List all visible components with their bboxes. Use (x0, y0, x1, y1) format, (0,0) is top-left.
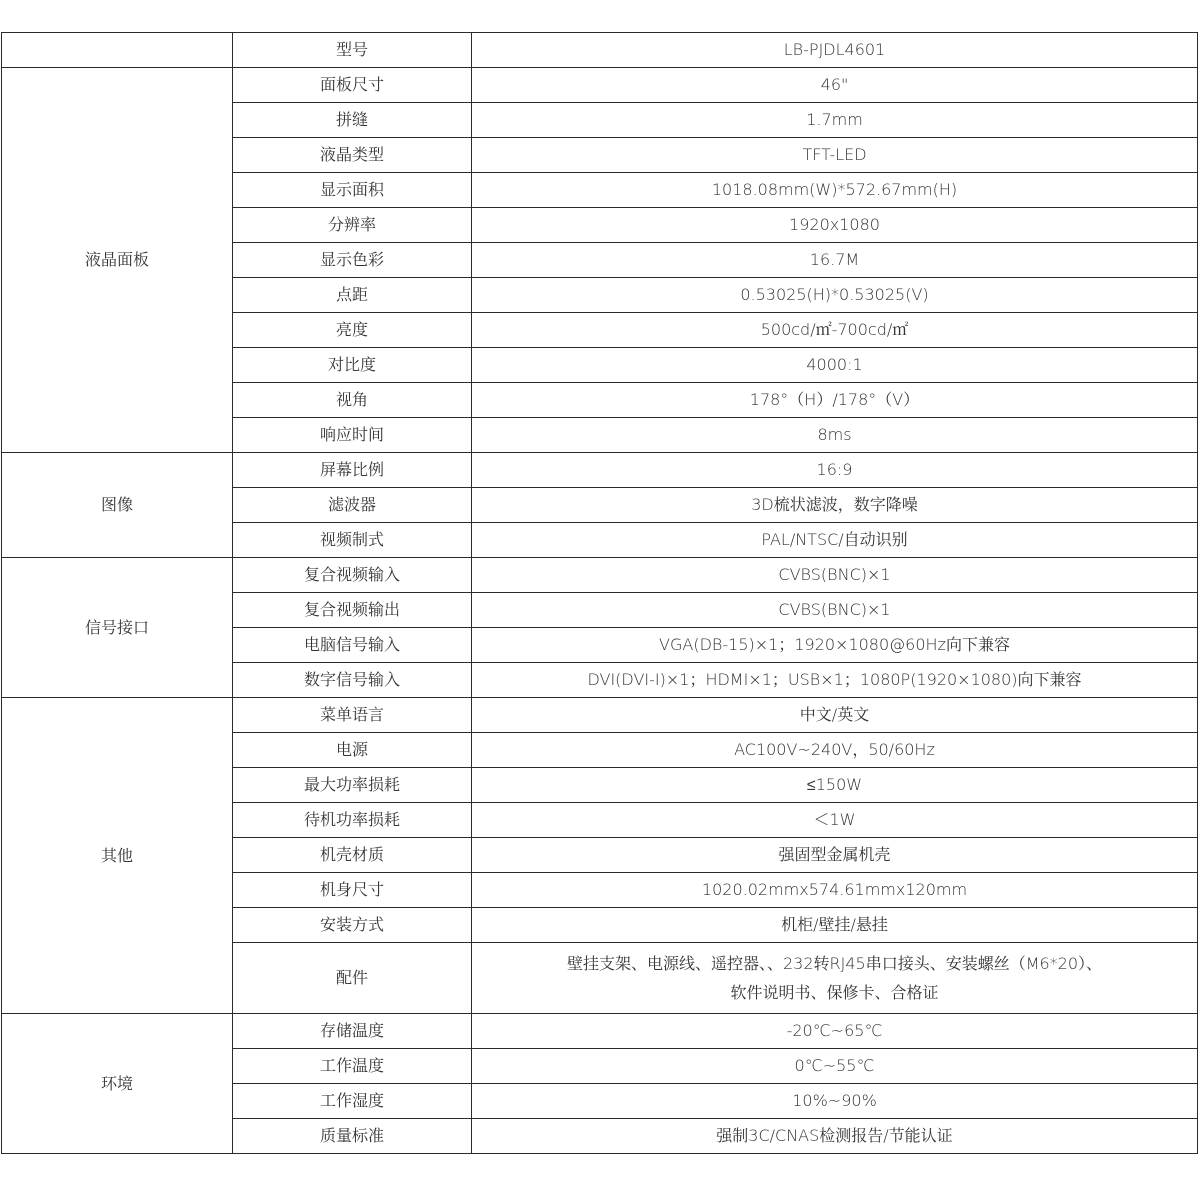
header-value-cell: LB-PJDL4601 (472, 33, 1198, 68)
spec-value-cell: 中文/英文 (472, 698, 1198, 733)
spec-value-cell: 1.7mm (472, 103, 1198, 138)
spec-name-cell: 数字信号输入 (233, 663, 472, 698)
category-cell: 其他 (2, 698, 233, 1014)
spec-name-cell: 存储温度 (233, 1014, 472, 1049)
spec-value-cell: 46" (472, 68, 1198, 103)
spec-value-cell: 4000:1 (472, 348, 1198, 383)
spec-name-cell: 滤波器 (233, 488, 472, 523)
spec-value-cell: CVBS(BNC)×1 (472, 558, 1198, 593)
spec-name-cell: 电源 (233, 733, 472, 768)
spec-value-cell: 1018.08mm(W)*572.67mm(H) (472, 173, 1198, 208)
spec-value-cell: AC100V~240V，50/60Hz (472, 733, 1198, 768)
spec-name-cell: 亮度 (233, 313, 472, 348)
spec-name-cell: 显示面积 (233, 173, 472, 208)
spec-value-cell: 16:9 (472, 453, 1198, 488)
spec-value-cell: 强制3C/CNAS检测报告/节能认证 (472, 1119, 1198, 1154)
spec-value-cell: 机柜/壁挂/悬挂 (472, 908, 1198, 943)
spec-name-cell: 视角 (233, 383, 472, 418)
spec-value-cell: ≤150W (472, 768, 1198, 803)
spec-name-cell: 点距 (233, 278, 472, 313)
spec-name-cell: 响应时间 (233, 418, 472, 453)
spec-table (1, 32, 1198, 1154)
spec-value-cell: TFT-LED (472, 138, 1198, 173)
spec-name-cell: 面板尺寸 (233, 68, 472, 103)
spec-value-cell: PAL/NTSC/自动识别 (472, 523, 1198, 558)
header-category-cell (2, 33, 233, 68)
spec-value-cell: 16.7M (472, 243, 1198, 278)
spec-value-cell: 8ms (472, 418, 1198, 453)
spec-value-cell: 0.53025(H)*0.53025(V) (472, 278, 1198, 313)
category-cell: 信号接口 (2, 558, 233, 698)
spec-name-cell: 视频制式 (233, 523, 472, 558)
table-header-row (2, 33, 1198, 68)
spec-value-cell: 3D梳状滤波，数字降噪 (472, 488, 1198, 523)
spec-name-cell: 菜单语言 (233, 698, 472, 733)
category-cell: 环境 (2, 1014, 233, 1154)
table-row (2, 1014, 1198, 1049)
table-row (2, 558, 1198, 593)
spec-value-cell: 10%~90% (472, 1084, 1198, 1119)
spec-value-cell: ＜1W (472, 803, 1198, 838)
spec-name-cell: 对比度 (233, 348, 472, 383)
spec-name-cell: 液晶类型 (233, 138, 472, 173)
spec-name-cell: 机壳材质 (233, 838, 472, 873)
spec-value-cell: DVI(DVI-I)×1；HDMI×1；USB×1；1080P(1920×1080)向下兼容 (472, 663, 1198, 698)
spec-name-cell: 显示色彩 (233, 243, 472, 278)
spec-name-cell: 最大功率损耗 (233, 768, 472, 803)
spec-name-cell: 安装方式 (233, 908, 472, 943)
category-cell: 液晶面板 (2, 68, 233, 453)
spec-value-cell: -20℃~65℃ (472, 1014, 1198, 1049)
spec-name-cell: 机身尺寸 (233, 873, 472, 908)
spec-value-cell: 0℃~55℃ (472, 1049, 1198, 1084)
spec-name-cell: 复合视频输出 (233, 593, 472, 628)
spec-value-cell: 178°（H）/178°（V） (472, 383, 1198, 418)
spec-value-cell: 强固型金属机壳 (472, 838, 1198, 873)
spec-name-cell: 工作温度 (233, 1049, 472, 1084)
category-cell: 图像 (2, 453, 233, 558)
spec-name-cell: 复合视频输入 (233, 558, 472, 593)
header-name-cell: 型号 (233, 33, 472, 68)
spec-name-cell: 工作湿度 (233, 1084, 472, 1119)
spec-name-cell: 质量标准 (233, 1119, 472, 1154)
spec-name-cell: 电脑信号输入 (233, 628, 472, 663)
spec-name-cell: 配件 (233, 943, 472, 1014)
table-row (2, 698, 1198, 733)
spec-name-cell: 分辨率 (233, 208, 472, 243)
spec-value-cell: 1920x1080 (472, 208, 1198, 243)
spec-value-cell: CVBS(BNC)×1 (472, 593, 1198, 628)
table-row (2, 68, 1198, 103)
spec-value-cell: 500cd/㎡-700cd/㎡ (472, 313, 1198, 348)
spec-value-cell: 1020.02mmx574.61mmx120mm (472, 873, 1198, 908)
spec-value-cell: 壁挂支架、电源线、遥控器、、232转RJ45串口接头、安装螺丝（M6*20）、 软件说明书、保修卡、合格证 (472, 943, 1198, 1014)
spec-name-cell: 拼缝 (233, 103, 472, 138)
spec-table-body (2, 33, 1198, 1154)
table-row (2, 453, 1198, 488)
spec-value-cell: VGA(DB-15)×1；1920×1080@60Hz向下兼容 (472, 628, 1198, 663)
spec-name-cell: 待机功率损耗 (233, 803, 472, 838)
spec-name-cell: 屏幕比例 (233, 453, 472, 488)
